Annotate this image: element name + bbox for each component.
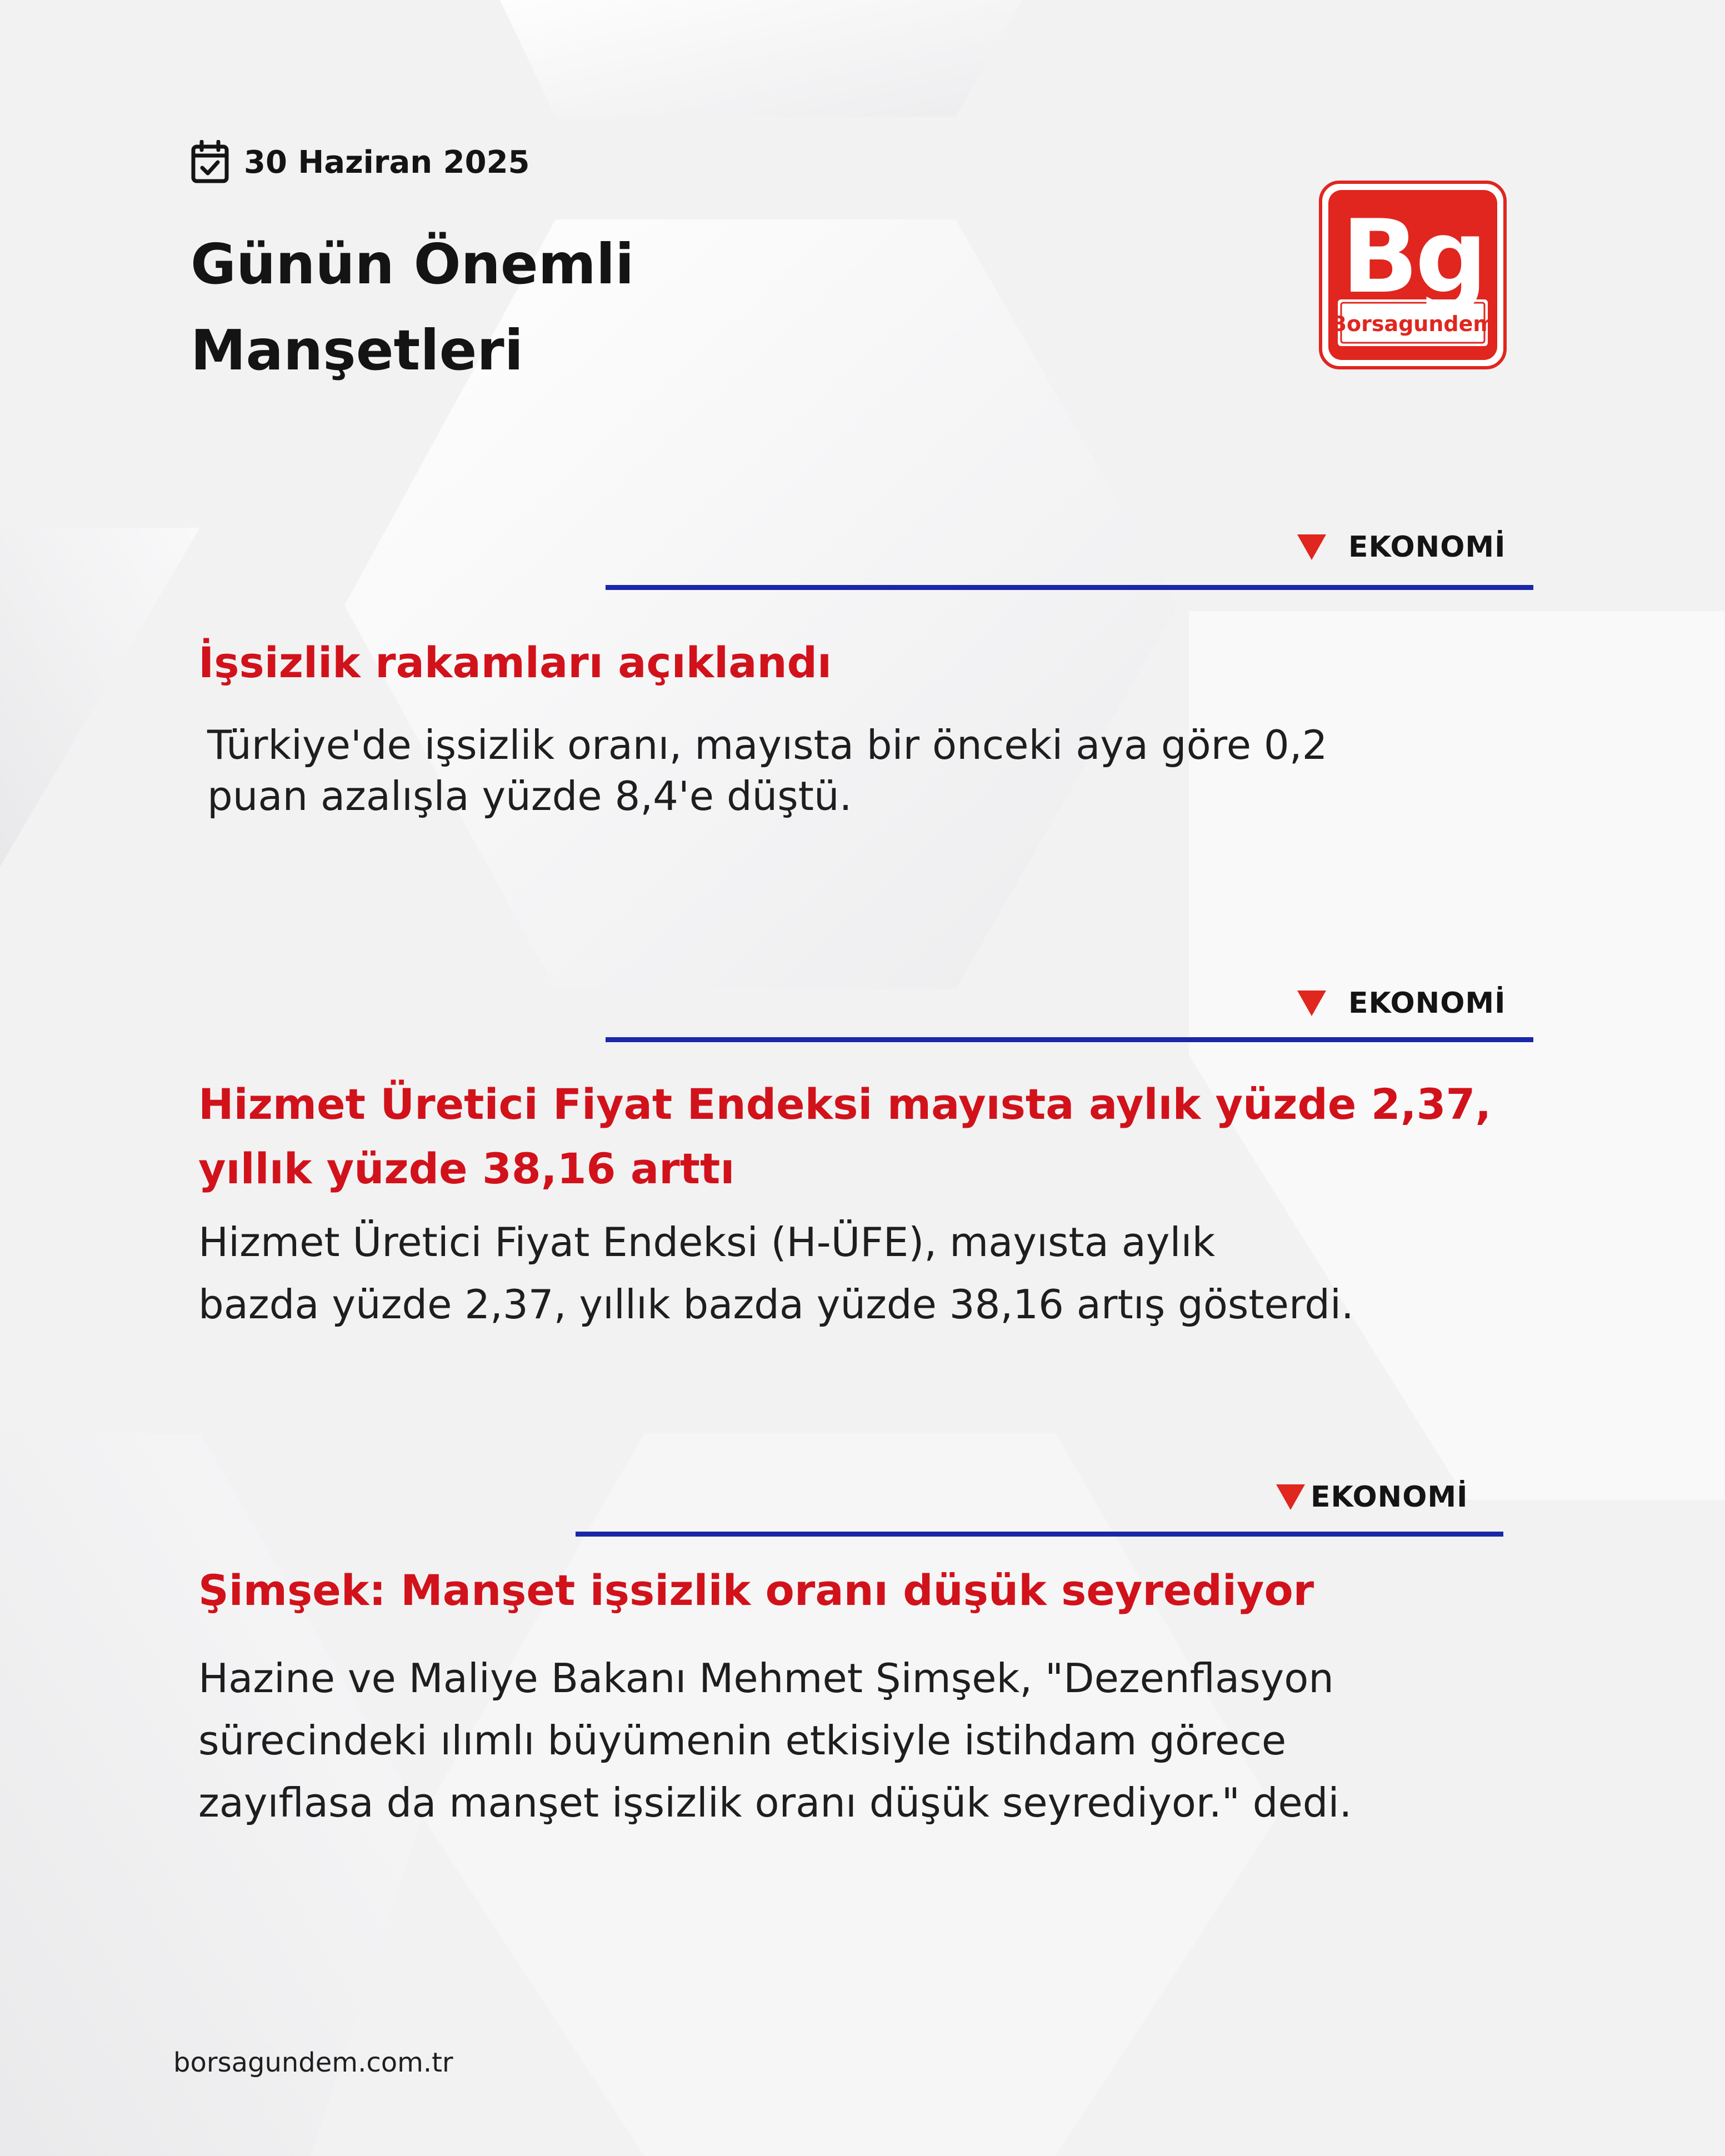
category-label: EKONOMİ xyxy=(1348,531,1506,564)
news-1-body-line: Türkiye'de işsizlik oranı, mayısta bir önceki aya göre 0,2 xyxy=(207,722,1328,768)
triangle-down-icon xyxy=(1297,991,1326,1016)
news-1-category[interactable] xyxy=(1297,531,1506,564)
news-3-headline[interactable]: Şimşek: Manşet işsizlik oranı düşük seyrediyor xyxy=(198,1565,1314,1615)
news-2-body-line: bazda yüzde 2,37, yıllık bazda yüzde 38,16 artış gösterdi. xyxy=(198,1281,1354,1328)
news-3-divider xyxy=(576,1532,1503,1537)
category-label: EKONOMİ xyxy=(1348,987,1506,1020)
triangle-down-icon xyxy=(1297,534,1326,560)
page-title-line-1: Günün Önemli xyxy=(191,232,634,297)
page-title-line-2: Manşetleri xyxy=(191,318,524,383)
news-2-body xyxy=(198,1211,1532,1335)
date-row xyxy=(191,140,530,184)
news-3-body-line: zayıflasa da manşet işsizlik oranı düşük seyrediyor." dedi. xyxy=(198,1779,1352,1826)
news-1-divider xyxy=(606,585,1533,590)
news-2-headline-line: yıllık yüzde 38,16 arttı xyxy=(198,1144,735,1193)
news-2-divider xyxy=(606,1037,1533,1042)
triangle-down-icon xyxy=(1276,1484,1305,1510)
news-2-category[interactable] xyxy=(1297,987,1506,1020)
brand-logo[interactable] xyxy=(1319,181,1507,369)
news-2-headline[interactable] xyxy=(198,1072,1532,1201)
category-label: EKONOMİ xyxy=(1311,1480,1468,1514)
news-1-body-line: puan azalışla yüzde 8,4'e düştü. xyxy=(207,773,852,819)
news-3-body xyxy=(198,1647,1532,1834)
news-3-category[interactable] xyxy=(1276,1480,1468,1514)
news-3-body-line: Hazine ve Maliye Bakanı Mehmet Şimşek, "Dezenflasyon xyxy=(198,1655,1334,1702)
news-2-body-line: Hizmet Üretici Fiyat Endeksi (H-ÜFE), mayısta aylık xyxy=(198,1219,1216,1265)
news-2-headline-line: Hizmet Üretici Fiyat Endeksi mayısta aylık yüzde 2,37, xyxy=(198,1079,1492,1129)
footer-url[interactable]: borsagundem.com.tr xyxy=(173,2047,453,2078)
logo-wordmark: Borsagundem xyxy=(1331,312,1495,336)
page-title xyxy=(191,221,857,393)
news-1-body xyxy=(207,719,1541,822)
logo-mark: Bg xyxy=(1341,198,1484,316)
calendar-check-icon xyxy=(191,140,229,184)
date-text: 30 Haziran 2025 xyxy=(244,144,530,181)
news-1-headline[interactable]: İşsizlik rakamları açıklandı xyxy=(198,638,832,687)
news-3-body-line: sürecindeki ılımlı büyümenin etkisiyle istihdam görece xyxy=(198,1717,1287,1764)
